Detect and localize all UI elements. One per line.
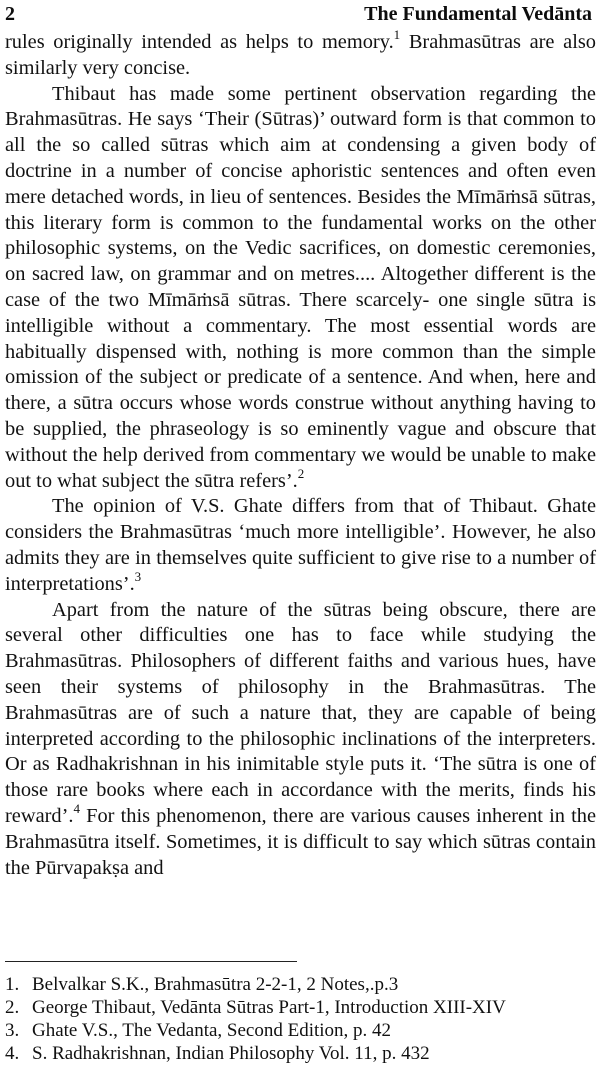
footnote-item <box>5 1042 595 1065</box>
body-text <box>5 27 596 881</box>
footnote-text: S. Radhakrishnan, Indian Philosophy Vol. 11, p. 432 <box>32 1043 430 1064</box>
footnote-ref[interactable]: 2 <box>297 465 305 481</box>
paragraph: Apart from the nature of the sūtras being obscure, there are several other difficulties one has to face while studying the Brahmasūtras. Philosophers of different faiths and various hues, have seen their systems of philosophy in the Brahmasūtras. The Brahmasūtras are of such a nature that, they are capable of being interpreted according to the philosophic inclinations of the interpreters. Or as Radhakrishnan in his inimitable style puts it. ‘The sūtra is one of those rare books where each in accordance with the merits, finds his reward’.$^4$ For this phenomenon, there are various causes inherent in the Brahmasūtra itself. Sometimes, it is difficult to say which sūtras contain the Pūrvapakṣa and <box>5 598 596 879</box>
footnote-item <box>5 1019 595 1042</box>
footnote-item <box>5 996 595 1019</box>
running-header <box>5 2 592 26</box>
paragraph: The opinion of V.S. Ghate differs from that of Thibaut. Ghate considers the Brahmasūtras ‘much more intelligible’. However, he also admits they are in themselves quite sufficient to give rise to a number of interpretations’.$^3$ <box>5 495 596 595</box>
paragraph: Thibaut has made some pertinent observation regarding the Brahmasūtras. He says ‘Their (Sūtras)’ outward form is that common to all the so called sūtras which aim at condensing a given body of doctrine in a number of concise aphoristic sentences and often even mere detached words, in lieu of sentences. Besides the Mīmāṁsā sūtras, this literary form is common to the fundamental works on the other philosophic systems, on the Vedic sacrifices, on domestic ceremonies, on sacred law, on grammar and on metres.... Altogether different is the case of the two Mīmāṁsā sūtras. There scarcely- one single sūtra is intelligible without a commentary. The most essential words are habitually dispensed with, nothing is more common than the simple omission of the subject or predicate of a sentence. And when, here and there, a sūtra occurs whose words construe without anything having to be supplied, the phraseology is so eminently vague and obscure that without the help derived from commentary we would be unable to make out to what subject the sūtra refers’.$^2$ <box>5 82 596 492</box>
footnote-number: 1. <box>5 974 20 995</box>
footnotes-list <box>5 973 595 1065</box>
footnote-divider <box>5 961 297 962</box>
footnote-text: Belvalkar S.K., Brahmasūtra 2-2-1, 2 Notes,.p.3 <box>32 974 399 995</box>
footnote-ref[interactable]: 3 <box>134 568 142 584</box>
footnote-ref[interactable]: 1 <box>393 27 401 43</box>
paragraph: rules originally intended as helps to memory.$^1$ Brahmasūtras are also similarly very concise. <box>5 27 596 79</box>
footnote-number: 3. <box>5 1020 20 1041</box>
footnote-text: Ghate V.S., The Vedanta, Second Edition, p. 42 <box>32 1020 392 1041</box>
running-title: The Fundamental Vedānta <box>364 3 592 25</box>
footnote-item <box>5 973 595 996</box>
footnote-text: George Thibaut, Vedānta Sūtras Part-1, Introduction XIII-XIV <box>32 997 506 1018</box>
footnote-number: 2. <box>5 997 20 1018</box>
footnote-number: 4. <box>5 1043 20 1064</box>
footnote-ref[interactable]: 4 <box>73 801 80 817</box>
page-number: 2 <box>5 3 15 25</box>
